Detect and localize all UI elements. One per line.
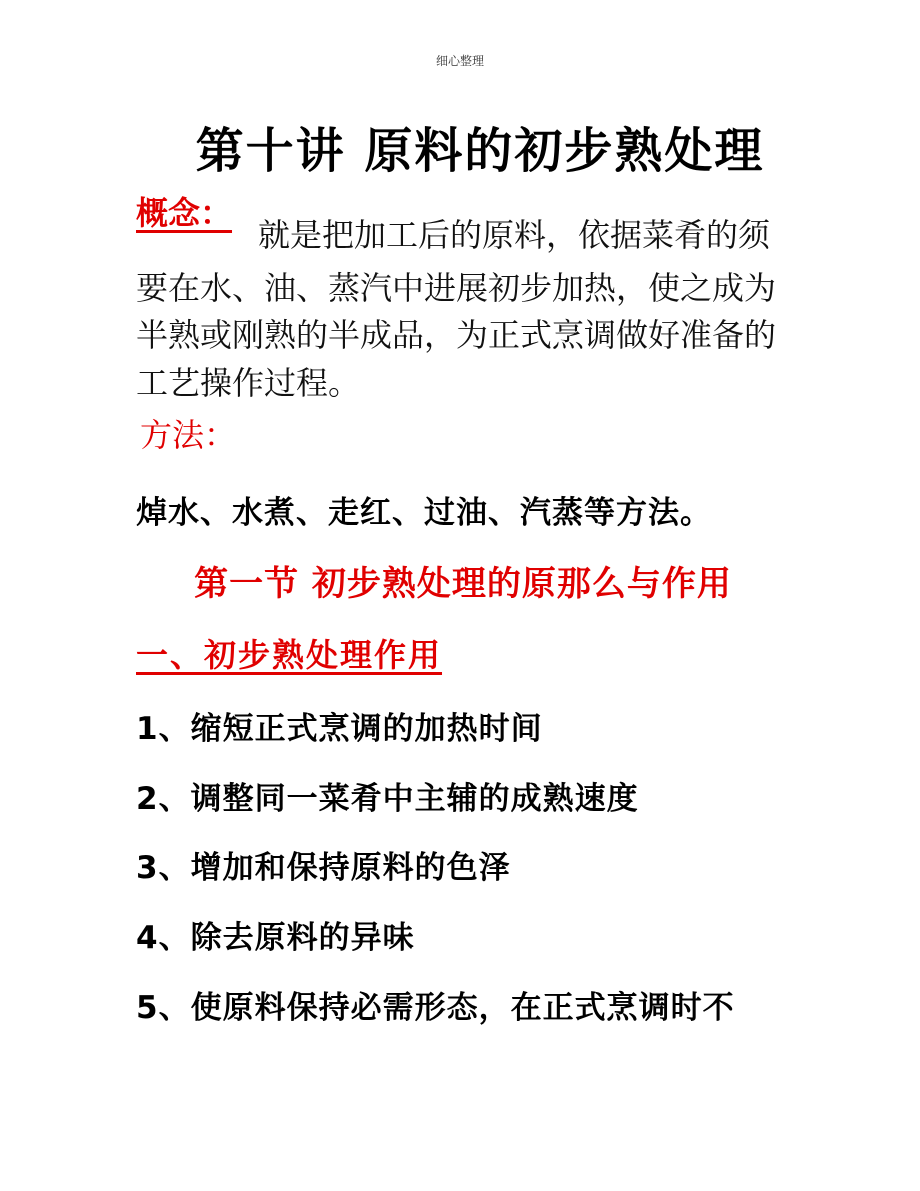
lecture-title: 第十讲 原料的初步熟处理 <box>195 123 765 179</box>
list-item: 5、使原料保持必需形态，在正式烹调时不 <box>136 990 735 1026</box>
concept-line-1: 就是把加工后的原料，依据菜肴的须 <box>258 216 771 254</box>
concept-label: 概念： <box>136 194 233 232</box>
method-label: 方法： <box>140 416 237 454</box>
methods-list: 焯水、水煮、走红、过油、汽蒸等方法。 <box>136 495 712 531</box>
subheading: 一、初步熟处理作用 <box>136 636 443 674</box>
concept-line-4: 工艺操作过程。 <box>136 364 361 402</box>
list-item: 4、除去原料的异味 <box>136 920 415 956</box>
list-item: 2、调整同一菜肴中主辅的成熟速度 <box>136 781 639 817</box>
concept-line-2: 要在水、油、蒸汽中进展初步加热，使之成为 <box>136 269 777 307</box>
concept-line-3: 半熟或刚熟的半成品，为正式烹调做好准备的 <box>136 316 777 354</box>
section-title: 第一节 初步熟处理的原那么与作用 <box>194 564 732 604</box>
list-item: 1、缩短正式烹调的加热时间 <box>136 711 543 747</box>
page-header-note: 细心整理 <box>435 54 484 68</box>
list-item: 3、增加和保持原料的色泽 <box>136 850 511 886</box>
